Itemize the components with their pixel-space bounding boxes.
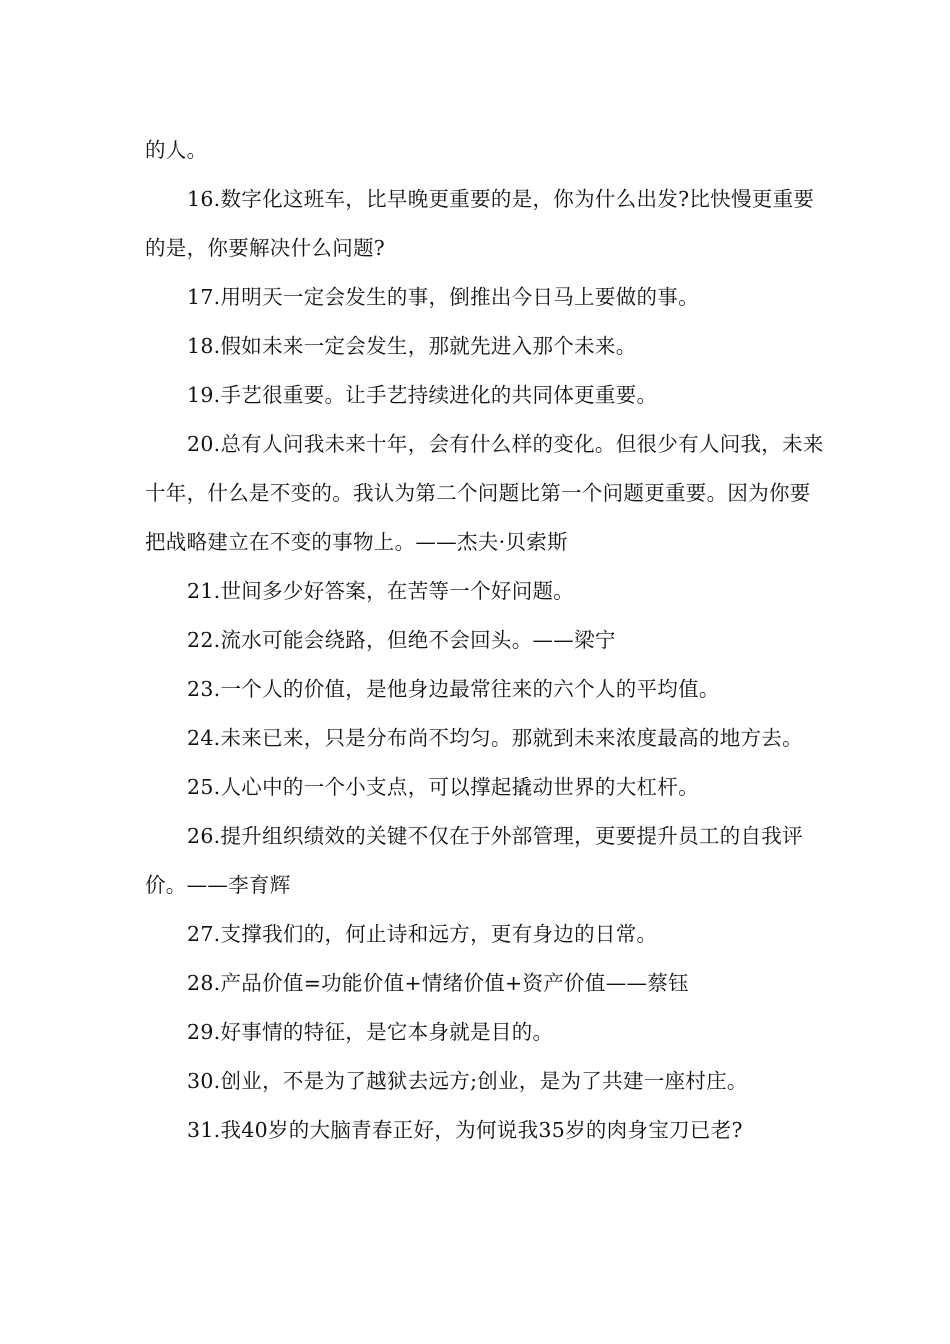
quote-23: 23.一个人的价值，是他身边最常往来的六个人的平均值。	[187, 677, 720, 701]
quote-30: 30.创业，不是为了越狱去远方;创业，是为了共建一座村庄。	[187, 1069, 748, 1093]
paragraph-continuation: 的人。	[145, 138, 208, 162]
quote-20: 20.总有人问我未来十年，会有什么样的变化。但很少有人问我，未来十年，什么是不变的。我认为第二个问题比第一个问题更重要。因为你要把战略建立在不变的事物上。——杰夫·贝索斯	[145, 432, 824, 554]
quote-17: 17.用明天一定会发生的事，倒推出今日马上要做的事。	[187, 285, 699, 309]
quote-16: 16.数字化这班车，比早晚更重要的是，你为什么出发?比快慢更重要的是，你要解决什么问题?	[145, 187, 815, 260]
quote-22: 22.流水可能会绕路，但绝不会回头。——梁宁	[187, 628, 616, 652]
quote-21: 21.世间多少好答案，在苦等一个好问题。	[187, 579, 575, 603]
quote-18: 18.假如未来一定会发生，那就先进入那个未来。	[187, 334, 637, 358]
quote-27: 27.支撑我们的，何止诗和远方，更有身边的日常。	[187, 922, 658, 946]
quote-31: 31.我40岁的大脑青春正好，为何说我35岁的肉身宝刀已老?	[187, 1118, 743, 1142]
quote-24: 24.未来已来，只是分布尚不均匀。那就到未来浓度最高的地方去。	[187, 726, 803, 750]
quote-26: 26.提升组织绩效的关键不仅在于外部管理，更要提升员工的自我评价。——李育辉	[145, 824, 803, 897]
quote-19: 19.手艺很重要。让手艺持续进化的共同体更重要。	[187, 383, 658, 407]
quote-29: 29.好事情的特征，是它本身就是目的。	[187, 1020, 554, 1044]
quote-25: 25.人心中的一个小支点，可以撑起撬动世界的大杠杆。	[187, 775, 699, 799]
document-body	[145, 126, 825, 1155]
quote-28: 28.产品价值=功能价值+情绪价值+资产价值——蔡钰	[187, 971, 689, 995]
